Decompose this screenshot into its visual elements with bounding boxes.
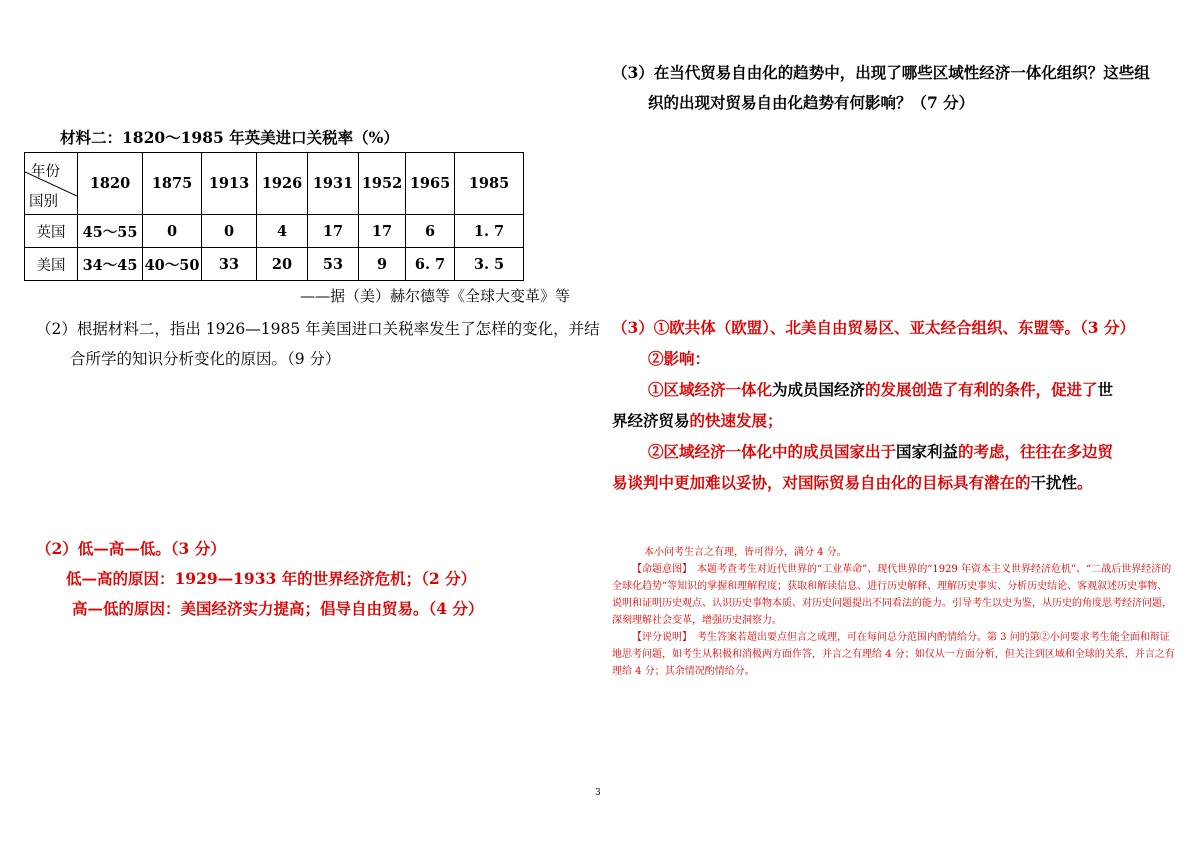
value-cell: 6: [406, 215, 455, 248]
value-cell: 6. 7: [406, 248, 455, 281]
value-cell: 40～50: [143, 248, 202, 281]
value-cell: 17: [308, 215, 359, 248]
text-span: 为成员国经济: [772, 380, 866, 399]
material2-source: ——据（美）赫尔德等《全球大变革》等: [300, 287, 571, 305]
year-cell: 1985: [455, 153, 524, 215]
table-row-uk: [25, 215, 524, 248]
tariff-table: [24, 152, 524, 281]
text-span: 的快速发展；: [689, 411, 783, 430]
table-row-us: [25, 248, 524, 281]
answer-2-line3: 高—低的原因：美国经济实力提高；倡导自由贸易。（4 分）: [72, 599, 484, 618]
year-cell: 1820: [78, 153, 143, 215]
text-span: 国家利益: [896, 442, 959, 461]
answer-2-line1: （2）低—高—低。（3 分）: [36, 539, 226, 558]
table-corner-cell: [25, 153, 78, 215]
table-header-row: [25, 153, 524, 215]
value-cell: 45～55: [78, 215, 143, 248]
text-span: ①区域经济一体化: [648, 380, 773, 399]
answer-3-line2: ②影响：: [648, 349, 711, 368]
text-span: 界经济贸易: [612, 411, 690, 430]
text-span: 的考虑，往往在多边贸: [958, 442, 1114, 461]
text-span: 易谈判中更加难以妥协，对国际贸易自由化的目标具有潜在的: [612, 473, 1031, 492]
value-cell: 0: [143, 215, 202, 248]
notes-para-2: 【命题意图】 本题考查考生对近代世界的“工业革命”、现代世界的“1929 年资本主义世界经济危机”、“二战后世界经济的全球化趋势”等知识的掌握和理解程度；获取和解读信息、进行历史解释、理解历史事实、分析历史结论、客观叙述历史事物、说明和证明历史观点、认识历史事物本质、对历史问题提出不同看法的能力。引导考生以史为鉴，从历史的角度思考经济问题，深刻理解社会变革，增强历史洞察力。: [612, 564, 1172, 626]
answer-3-orgs: （3）①欧共体（欧盟）、北美自由贸易区、亚太经合组织、东盟: [612, 318, 1050, 337]
answer-2: [36, 534, 596, 624]
answer-3: [612, 312, 1172, 498]
answer-3-line5: [612, 436, 1172, 467]
value-cell: 34～45: [78, 248, 143, 281]
text-span: ②区域经济一体化中的成员国家出于: [648, 442, 897, 461]
year-cell: 1875: [143, 153, 202, 215]
text-span: 世: [1097, 380, 1114, 399]
answer-3-line4: [612, 405, 1172, 436]
year-cell: 1926: [257, 153, 308, 215]
answer-3-score: 等。（3 分）: [1049, 318, 1135, 337]
text-span: 干扰性: [1030, 473, 1078, 492]
page-number: 3: [595, 788, 601, 798]
text-span: 。: [1077, 473, 1093, 492]
year-cell: 1952: [359, 153, 406, 215]
corner-country-label: 国别: [29, 193, 58, 210]
answer-2-line2: 低—高的原因：1929—1933 年的世界经济危机；（2 分）: [66, 569, 477, 588]
value-cell: 53: [308, 248, 359, 281]
notes-para-3: 【评分说明】 考生答案若超出要点但言之成理，可在每问总分范围内酌情给分。第 3 问的第②小问要求考生能全面和辩证地思考问题，如考生从积极和消极两方面作答，并言之有理给 4 分；如仅从一方面分析，但关注到区域和全球的关系，并言之有理给 4 分；其余情况酌情给分。: [612, 632, 1175, 677]
material2-title: 材料二：1820～1985 年英美进口关税率（%）: [60, 128, 399, 147]
value-cell: 9: [359, 248, 406, 281]
question-3-line1: （3）在当代贸易自由化的趋势中，出现了哪些区域性经济一体化组织？这些组: [612, 63, 1150, 82]
notes-para-1: 本小问考生言之有理，皆可得分，满分 4 分。: [644, 547, 847, 558]
question-3-line2: 织的出现对贸易自由化趋势有何影响？（7 分）: [648, 93, 975, 112]
year-cell: 1931: [308, 153, 359, 215]
text-span: 的发展创造了有利的条件，促进了: [865, 380, 1098, 399]
question-2: [36, 314, 600, 374]
question-2-line2: 合所学的知识分析变化的原因。（9 分）: [70, 350, 341, 368]
answer-3-line1: [612, 312, 1172, 343]
country-cell: 美国: [25, 248, 78, 281]
answer-3-line3: [612, 374, 1172, 405]
value-cell: 4: [257, 215, 308, 248]
value-cell: 3. 5: [455, 248, 524, 281]
year-cell: 1913: [202, 153, 257, 215]
corner-year-label: 年份: [31, 163, 60, 180]
question-2-line1: （2）根据材料二，指出 1926—1985 年美国进口关税率发生了怎样的变化，并结: [36, 320, 600, 338]
value-cell: 17: [359, 215, 406, 248]
answer-3-line6: [612, 467, 1172, 498]
year-cell: 1965: [406, 153, 455, 215]
value-cell: 33: [202, 248, 257, 281]
country-cell: 英国: [25, 215, 78, 248]
grading-notes: [612, 544, 1175, 680]
value-cell: 0: [202, 215, 257, 248]
value-cell: 1. 7: [455, 215, 524, 248]
question-3: [612, 58, 1182, 118]
value-cell: 20: [257, 248, 308, 281]
